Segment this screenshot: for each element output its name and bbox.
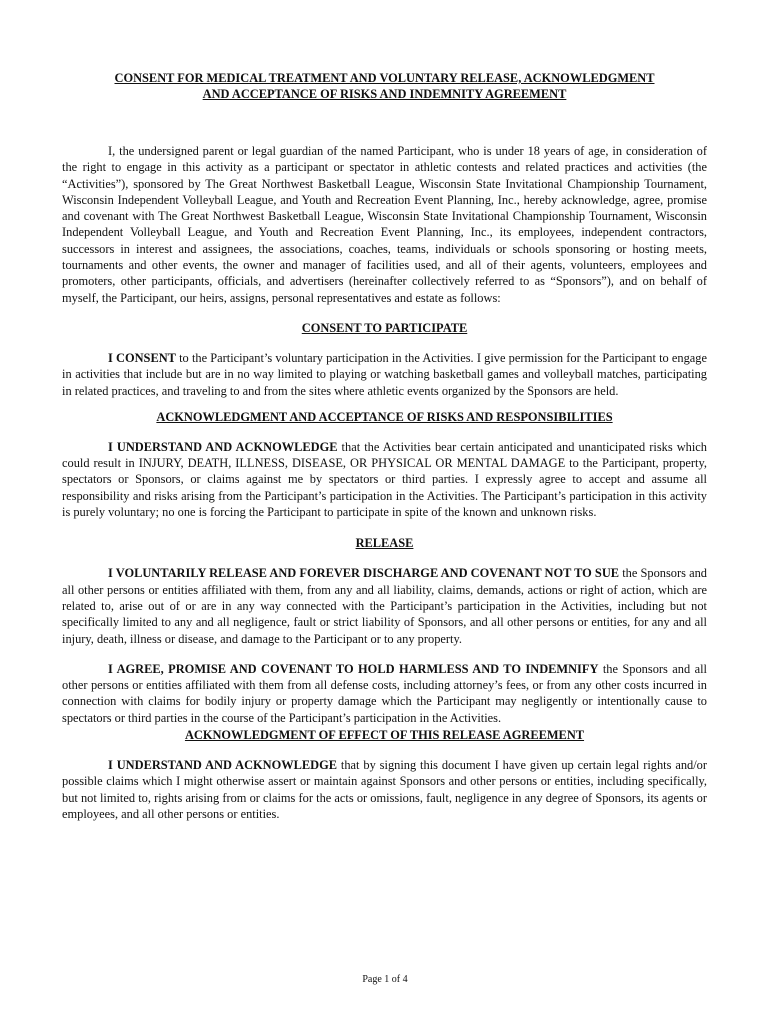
risks-paragraph [62, 439, 707, 520]
effect-paragraph [62, 757, 707, 822]
release-body-2: the Sponsors and all other persons or entities affiliated with them from all defense costs, including attorney’s fees, or from any other costs incurred in connection with claims for bodily injury or property damage which the Participant may negligently or intentionally cause to spectators or third parties in the course of the Participant’s participation in the Activities. [62, 661, 707, 725]
release-heading: RELEASE [355, 536, 414, 551]
release-lead-1: I VOLUNTARILY RELEASE AND FOREVER DISCHARGE AND COVENANT NOT TO SUE [108, 566, 620, 581]
document-title-line-2: AND ACCEPTANCE OF RISKS AND INDEMNITY AGREEMENT [202, 87, 567, 101]
effect-body: that by signing this document I have given up certain legal rights and/or possible claims which I might otherwise assert or maintain against Sponsors and other persons or entities, including specifically, but not limited to, rights arising from or claims for the acts or omissions, fault, negligence in any degree of Sponsors, its agents or employees, and all other persons or entities. [62, 758, 707, 821]
document-title-line-1: CONSENT FOR MEDICAL TREATMENT AND VOLUNTARY RELEASE, ACKNOWLEDGMENT [114, 71, 655, 85]
release-body-1: the Sponsors and all other persons or entities affiliated with them, from any and all liability, claims, demands, actions or right of action, which are related to, arise out of or are in any way connected with the Participant’s participation in the Activities, including but not specifically limited to any and all negligence, fault or strict liability of Sponsors, and all other persons or entities, for any and all injury, death, illness or disease, and damage to the Participant or to any property. [62, 566, 707, 646]
release-paragraph-1 [62, 565, 707, 646]
risks-lead: I UNDERSTAND AND ACKNOWLEDGE [108, 439, 338, 454]
release-lead-2: I AGREE, PROMISE AND COVENANT TO HOLD HARMLESS AND TO INDEMNIFY [108, 661, 599, 676]
risks-body: that the Activities bear certain anticipated and unanticipated risks which could result in INJURY, DEATH, ILLNESS, DISEASE, OR PHYSICAL OR MENTAL DAMAGE to the Participant, property, spectators or Sponsors, or claims against me by spectators or third parties. I expressly agree to accept and assume all responsibility and risks arising from the Participant’s participation in the Activities. The Participant’s participation in this activity is purely voluntary; no one is forcing the Participant to participate in spite of the known and unknown risks. [62, 439, 707, 520]
effect-heading: ACKNOWLEDGMENT OF EFFECT OF THIS RELEASE AGREEMENT [184, 728, 585, 743]
consent-paragraph [62, 350, 707, 399]
document-title [62, 70, 707, 102]
effect-lead: I UNDERSTAND AND ACKNOWLEDGE [108, 758, 338, 773]
page-number: Page 1 of 4 [362, 974, 408, 985]
consent-body: to the Participant’s voluntary participation in the Activities. I give permission for the Participant to engage in activities that include but are in no way limited to playing or watching basketball games and volleyball matches, participating in related practices, and traveling to and from the sites where athletic events organized by the Sponsors are held. [62, 350, 707, 398]
consent-lead: I CONSENT [108, 350, 176, 365]
consent-heading: CONSENT TO PARTICIPATE [301, 320, 468, 335]
risks-heading: ACKNOWLEDGMENT AND ACCEPTANCE OF RISKS AND RESPONSIBILITIES [156, 409, 613, 424]
intro-paragraph: I, the undersigned parent or legal guardian of the named Participant, who is under 18 years of age, in consideration of the right to engage in this activity as a participant or spectator in athletic contests and related practices and activities (the “Activities”), sponsored by The Great Northwest Basketball League, Wisconsin State Invitational Championship Tournament, Wisconsin Independent Volleyball League, and Youth and Recreation Event Planning, Inc., hereby acknowledge, agree, promise and covenant with The Great Northwest Basketball League, Wisconsin State Invitational Championship Tournament, Wisconsin Independent Volleyball League, and Youth and Recreation Event Planning, Inc., its employees, independent contractors, successors in interest and assignees, the associations, coaches, teams, individuals or schools sponsoring or hosting meets, tournaments and other events, the owner and manager of facilities used, and all of their agents, volunteers, employees and promoters, other participants, officials, and advertisers (hereinafter collectively referred to as “Sponsors”), and on behalf of myself, the Participant, our heirs, assigns, personal representatives and estate as follows: [62, 144, 707, 305]
release-paragraph-2 [62, 661, 707, 726]
